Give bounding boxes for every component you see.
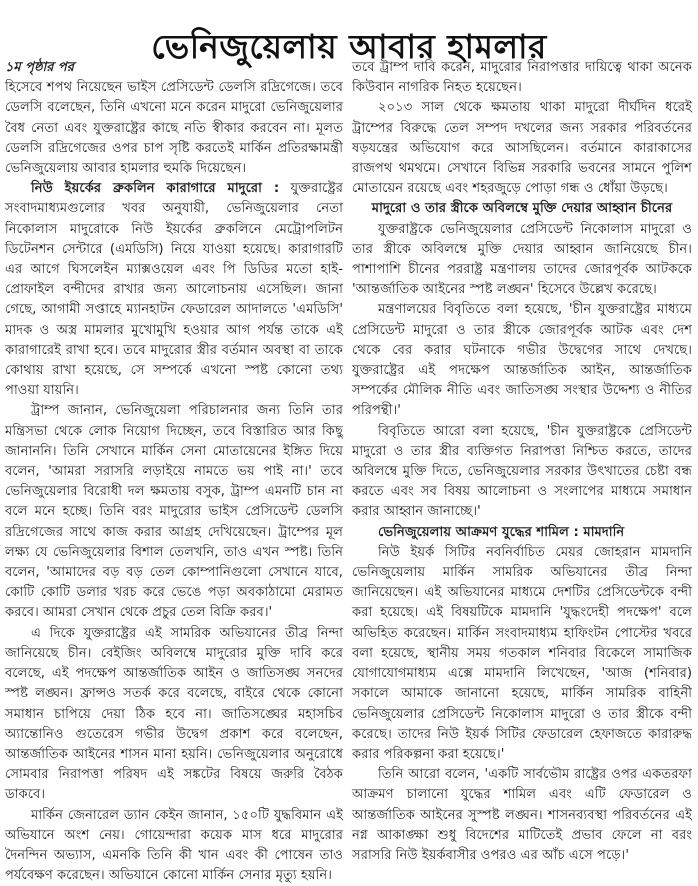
continuation-label: ১ম পৃষ্ঠার পর (5, 60, 74, 75)
paragraph (5, 179, 343, 401)
subheading: মাদুরো ও তার স্ত্রীকে অবিলম্বে মুক্তি দেয়ার আহ্বান চীনের (371, 201, 673, 217)
left-column (5, 58, 343, 886)
paragraph: যুক্তরাষ্ট্রকে ভেনিজুয়েলার প্রেসিডেন্ট নিকোলাস মাদুরো ও তার স্ত্রীকে অবিলম্বে মুক্তি দেয়ার আহ্বান জানিয়েছে চীন। পাশাপাশি চীনের পররাষ্ট্র মন্ত্রণালয় তাদের জোরপূর্বক আটককে 'আন্তর্জাতিক আইনের স্পষ্ট লঙ্ঘন' হিসেবে উল্লেখ করেছে। (352, 221, 692, 298)
subheading: ভেনিজুয়েলায় আক্রমণ যুদ্ধের শামিল : মামদানি (378, 524, 625, 540)
paragraph: বিবৃতিতে আরো বলা হয়েছে, 'চীন যুক্তরাষ্ট্রকে প্রেসিডেন্ট মাদুরো ও তার স্ত্রীর ব্যক্তিগত নিরাপত্তা নিশ্চিত করতে, তাদের অবিলম্বে মুক্তি দিতে, ভেনিজুয়েলার সরকার উৎখাতের চেষ্টা বন্ধ করতে এবং সব বিষয় আলোচনা ও সংলাপের মাধ্যমে সমাধান করার আহ্বান জানাচ্ছে।' (352, 423, 692, 520)
paragraph-body: যুক্তরাষ্ট্রের সংবাদমাধ্যমগুলোর খবর অনুযায়ী, ভেনিজুয়েলার নেতা নিকোলাস মাদুরোকে নিউ ইয়র্কের ব্রুকলিনে মেট্রোপলিটন ডিটেনশন সেন্টারে (এমডিসি) নিয়ে যাওয়া হয়েছে। কারাগারটি এর আগে ঘিসলেইন ম্যাক্সওয়েল এবং পি ডিডির মতো হাই-প্রোফাইল বন্দীদের রাখার জন্য আলোচনায় এসেছিল। জানা গেছে, আগামী সপ্তাহে ম্যানহাটন ফেডারেল আদালতে 'এমডিসি' মাদক ও অস্ত্র মামলার মুখোমুখি হওয়ার আগ পর্যন্ত তাকে এই কারাগারেই রাখা হবে। তবে মাদুরোর স্ত্রীর বর্তমান অবস্থা বা তাকে কোথায় রাখা হয়েছে, সে সম্পর্কে এখনো স্পষ্ট কোনো তথ্য পাওয়া যায়নি। (5, 181, 344, 399)
paragraph: তিনি আরো বলেন, 'একটি সার্বভৌম রাষ্ট্রের ওপর একতরফা আক্রমণ চালানো যুদ্ধের শামিল এবং এটি ফেডারেল ও আন্তর্জাতিক আইনের সুস্পষ্ট লঙ্ঘন। শাসনব্যবস্থা পরিবর্তনের এই নগ্ন আকাঙ্ক্ষা শুধু বিদেশের মাটিতেই প্রভাব ফেলে না বরং সরাসরি নিউ ইয়র্কবাসীর ওপরও এর আঁচ এসে পড়ে।' (352, 767, 692, 863)
paragraph: নিউ ইয়র্ক সিটির নবনির্বাচিত মেয়র জোহরান মামদানি ভেনিজুয়েলায় মার্কিন সামরিক অভিযানের তীব্র নিন্দা জানিয়েছেন। এই অভিযানের মাধ্যমে দেশটির প্রেসিডেন্টকে বন্দী করা হয়েছে। এই বিষয়টিকে মামদানি 'যুদ্ধংদেহী পদক্ষেপ' বলে অভিহিত করেছেন। মার্কিন সংবাদমাধ্যম হাফিংটন পোস্টের খবরে বলা হয়েছে, স্থানীয় সময় গতকাল শনিবার বিকেলে সামাজিক যোগাযোগমাধ্যম এক্সে মামদানি লিখেছেন, 'আজ (শনিবার) সকালে আমাকে জানানো হয়েছে, মার্কিন সামরিক বাহিনী ভেনিজুয়েলার প্রেসিডেন্ট নিকোলাস মাদুরো ও তার স্ত্রীকে বন্দী করেছে। তাদের নিউ ইয়র্ক সিটির ফেডারেল হেফাজতে কারারুদ্ধ করার পরিকল্পনা করা হয়েছে।' (352, 544, 692, 762)
paragraph: মার্কিন জেনারেল ড্যান কেইন জানান, ১৫০টি যুদ্ধবিমান এই অভিযানে অংশ নেয়। গোয়েন্দারা কয়েক মাস ধরে মাদুরোর দৈনন্দিন অভ্যাস, এমনকি তিনি কী খান এবং কী পোষেন তাও পর্যবেক্ষণ করেছেন। অভিযানে কোনো মার্কিন সেনার মৃত্যু হয়নি। (5, 807, 343, 884)
paragraph: মন্ত্রণালয়ের বিবৃতিতে বলা হয়েছে, 'চীন যুক্তরাষ্ট্রের মাধ্যমে প্রেসিডেন্ট মাদুরো ও তার স্ত্রীকে জোরপূর্বক আটক এবং দেশ থেকে বের করার ঘটনাকে গভীর উদ্বেগের সাথে দেখছে। যুক্তরাষ্ট্রের এই পদক্ষেপ আন্তর্জাতিক আইন, আন্তর্জাতিক সম্পর্কের মৌলিক নীতি এবং জাতিসঙ্ঘ সংস্থার উদ্দেশ্য ও নীতির পরিপন্থী।' (352, 302, 692, 419)
paragraph: ২০১৩ সাল থেকে ক্ষমতায় থাকা মাদুরো দীর্ঘদিন ধরেই ট্রাম্পের বিরুদ্ধে তেল সম্পদ দখলের জন্য সরকার পরিবর্তনের ষড়যন্ত্রের অভিযোগ করে আসছিলেন। বর্তমানে কারাকাসের রাজপথ থমথমে। সেখানে বিভিন্ন সরকারি ভবনের সামনে পুলিশ মোতায়েন রয়েছে এবং শহরজুড়ে পোড়া গন্ধ ও ধোঁয়া উড়ছে। (352, 100, 692, 197)
paragraph-lead-heading: নিউ ইয়র্কের ব্রুকলিন কারাগারে মাদুরো : (31, 181, 280, 197)
headline: ভেনিজুয়েলায় আবার হামলার (151, 27, 547, 67)
paragraph: হিসেবে শপথ নিয়েছেন ভাইস প্রেসিডেন্ট ডেলসি রদ্রিগেজে। তবে ডেলসি বলেছেন, তিনি এখনো মনে করেন মাদুরো ভেনিজুয়েলার বৈধ নেতা এবং যুক্তরাষ্ট্রের কাছে নতি স্বীকার করবেন না। মূলত ডেলসি রদ্রিগেজের ওপর চাপ সৃষ্টি করতেই মার্কিন প্রতিরক্ষামন্ত্রী ভেনিজুয়েলায় আবার হামলার হুমকি দিয়েছেন। (5, 80, 343, 177)
paragraph: ট্রাম্প জানান, ভেনিজুয়েলা পরিচালনার জন্য তিনি তার মন্ত্রিসভা থেকে লোক নিয়োগ দিচ্ছেন, তবে বিস্তারিত আর কিছু জানাননি। তিনি সেখানে মার্কিন সেনা মোতায়েনের ইঙ্গিত দিয়ে বলেন, 'আমরা সরাসরি লড়াইয়ে নামতে ভয় পাই না।' তবে ভেনিজুয়েলার বিরোধী দল ক্ষমতায় বসুক, ট্রাম্প এমনটি চান না বলে মনে হচ্ছে। তিনি বরং মাদুরোর ভাইস প্রেসিডেন্ট ডেলসি রদ্রিগেজের সাথে কাজ করার আগ্রহ দেখিয়েছেন। ট্রাম্পের মূল লক্ষ্য যে ভেনিজুয়েলার বিশাল তেলখনি, তাও এখন স্পষ্ট। তিনি বলেন, 'আমাদের বড় বড় তেল কোম্পানিগুলো সেখানে যাবে, কোটি কোটি ডলার খরচ করে ভেঙে পড়া অবকাঠামো মেরামত করবে। আমরা সেখান থেকে প্রচুর তেল বিক্রি করব।' (5, 403, 343, 621)
paragraph: তবে ট্রাম্প দাবি করেন, মাদুরোর নিরাপত্তার দায়িত্বে থাকা অনেক কিউবান নাগরিক নিহত হয়েছেন। (352, 60, 692, 96)
right-column (352, 58, 692, 866)
paragraph: এ দিকে যুক্তরাষ্ট্রের এই সামরিক অভিযানের তীব্র নিন্দা জানিয়েছে চীন। বেইজিং অবিলম্বে মাদুরোর মুক্তি দাবি করে বলেছে, এই পদক্ষেপ আন্তর্জাতিক আইন ও জাতিসঙ্ঘ সনদের স্পষ্ট লঙ্ঘন। ফ্রান্সও সতর্ক করে বলেছে, বাইরে থেকে কোনো সমাধান চাপিয়ে দেয়া ঠিক হবে না। জাতিসঙ্ঘের মহাসচিব অ্যান্তোনিও গুতেরেস গভীর উদ্বেগ প্রকাশ করে বলেছেন, আন্তর্জাতিক আইনের শাসন মানা হয়নি। ভেনিজুয়েলার অনুরোধে সোমবার নিরাপত্তা পরিষদ এই সঙ্কটের বিষয়ে জরুরি বৈঠক ডাকবে। (5, 625, 343, 803)
